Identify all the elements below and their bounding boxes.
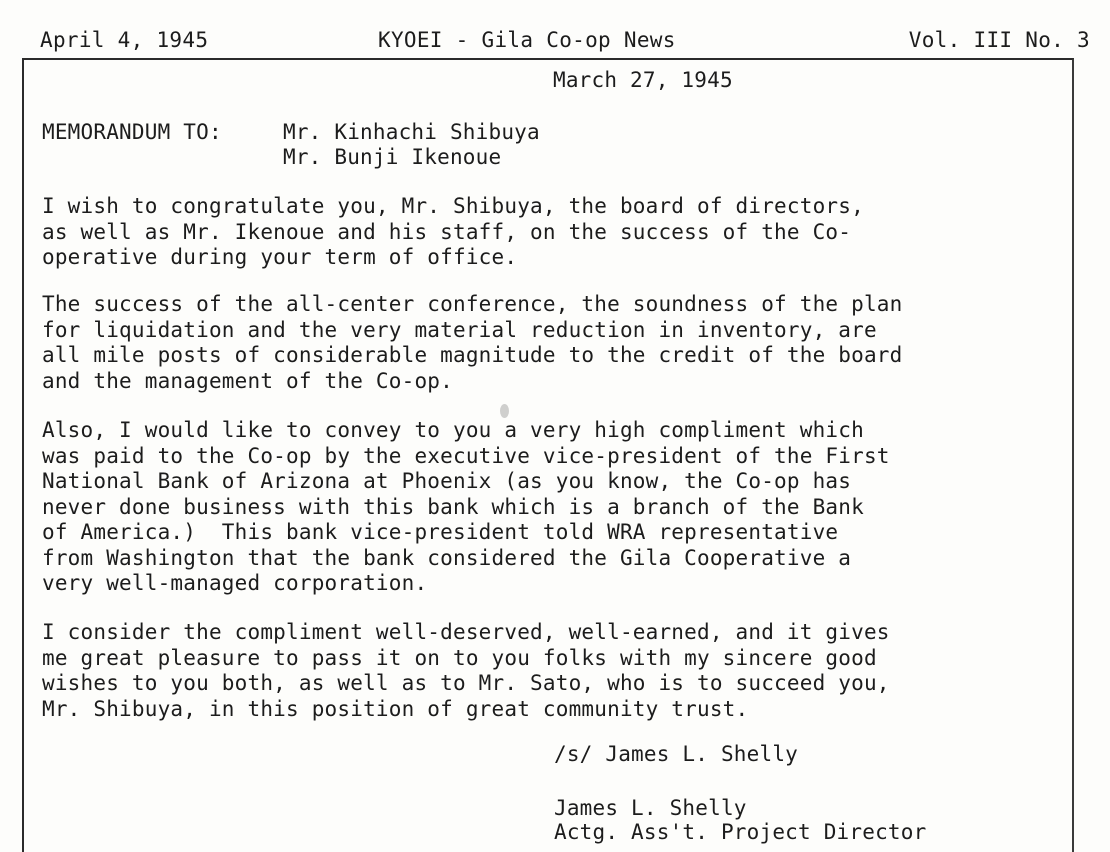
paragraph-congratulations: I wish to congratulate you, Mr. Shibuya, the board of directors, as well as Mr. Ikenoue and his staff, on the success of the Co- operative during your term of office. <box>42 194 864 269</box>
paragraph-closing: I consider the compliment well-deserved, well-earned, and it gives me great pleasure to pass it on to you folks with my sincere good wishes to you both, as well as to Mr. Sato, who is to succeed you, Mr. Shibuya, in this position of great community trust. <box>42 620 890 721</box>
signer-name: James L. Shelly <box>554 796 747 820</box>
ink-smudge <box>500 404 509 418</box>
memo-to-label: MEMORANDUM TO: <box>42 120 222 144</box>
memo-date: March 27, 1945 <box>553 68 733 92</box>
paragraph-success: The success of the all-center conference, the soundness of the plan for liquidation and the very material reduction in inventory, are all mile posts of considerable magnitude to the credit of the board and the management of the Co-op. <box>42 292 903 393</box>
memo-recipients: Mr. Kinhachi Shibuya Mr. Bunji Ikenoue <box>283 120 540 169</box>
signature-line: /s/ James L. Shelly <box>554 742 799 766</box>
issue-volume: Vol. III No. 3 <box>908 28 1090 52</box>
signer-title: Actg. Ass't. Project Director <box>554 820 927 844</box>
newsletter-title: KYOEI - Gila Co-op News <box>378 28 676 52</box>
masthead <box>40 28 1090 58</box>
paragraph-compliment: Also, I would like to convey to you a very high compliment which was paid to the Co-op by the executive vice-president of the First National Bank of Arizona at Phoenix (as you know, the Co-op has never done business with this bank which is a branch of the Bank of America.) This bank vice-president told WRA representative from Washington that the bank considered the Gila Cooperative a very well-managed corporation. <box>42 418 890 595</box>
issue-date: April 4, 1945 <box>40 28 209 52</box>
